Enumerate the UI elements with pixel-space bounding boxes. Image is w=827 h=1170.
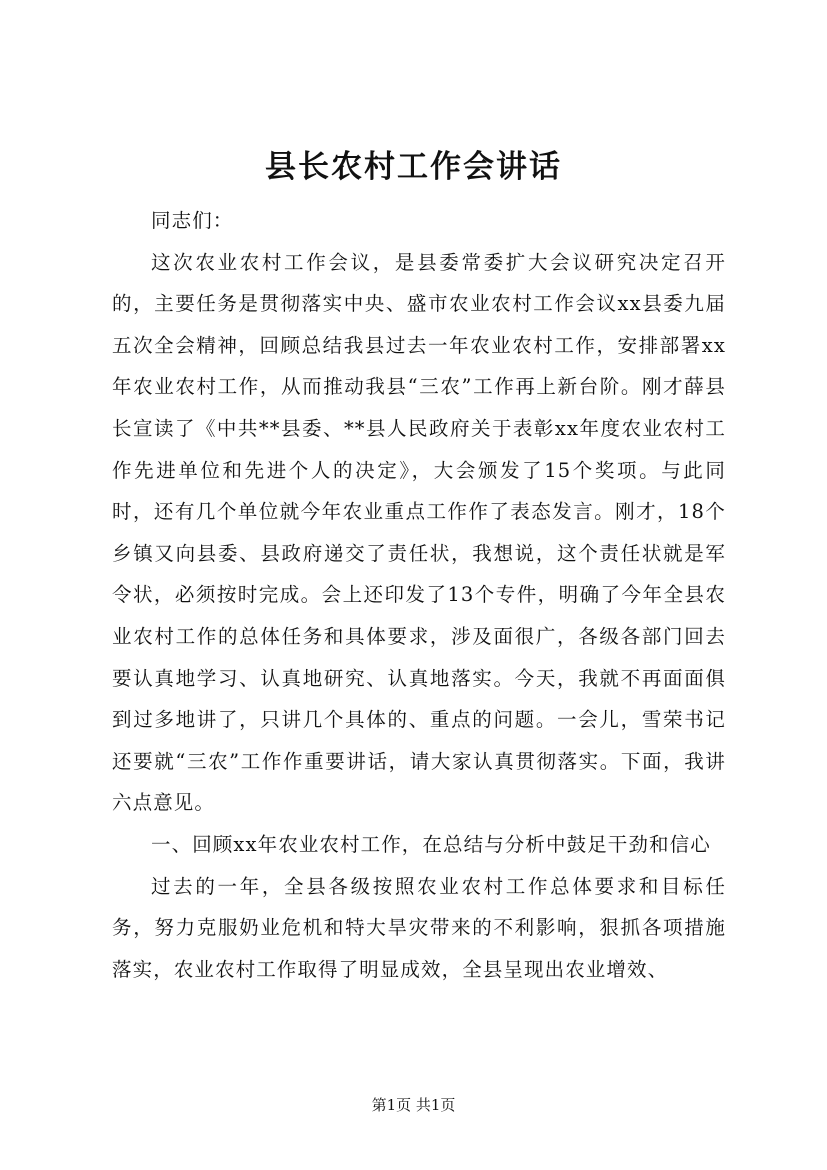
document-body: [112, 200, 726, 990]
paragraph-review: 过去的一年，全县各级按照农业农村工作总体要求和目标任务，努力克服奶业危机和特大旱灾带来的不利影响，狠抓各项措施落实，农业农村工作取得了明显成效，全县呈现出农业增效、: [112, 874, 726, 981]
page-footer: 第1页 共1页: [371, 1096, 456, 1114]
section-heading-1: 一、回顾xx年农业农村工作，在总结与分析中鼓足干劲和信心: [151, 832, 711, 856]
document-title: 县长农村工作会讲话: [265, 149, 562, 185]
paragraph-intro: 这次农业农村工作会议，是县委常委扩大会议研究决定召开的，主要任务是贯彻落实中央、盛市农业农村工作会议xx县委九届五次全会精神，回顾总结我县过去一年农业农村工作，安排部署xx年农业农村工作，从而推动我县“三农”工作再上新台阶。刚才薛县长宣读了《中共**县委、**县人民政府关于表彰xx年度农业农村工作先进单位和先进个人的决定》，大会颁发了15个奖项。与此同时，还有几个单位就今年农业重点工作作了表态发言。刚才，18个乡镇又向县委、县政府递交了责任状，我想说，这个责任状就是军令状，必须按时完成。会上还印发了13个专件，明确了今年全县农业农村工作的总体任务和具体要求，涉及面很广，各级各部门回去要认真地学习、认真地研究、认真地落实。今天，我就不再面面俱到过多地讲了，只讲几个具体的、重点的问题。一会儿，雪荣书记还要就“三农”工作作重要讲话，请大家认真贯彻落实。下面，我讲六点意见。: [112, 250, 726, 815]
paragraph-greeting: 同志们：: [151, 209, 234, 232]
